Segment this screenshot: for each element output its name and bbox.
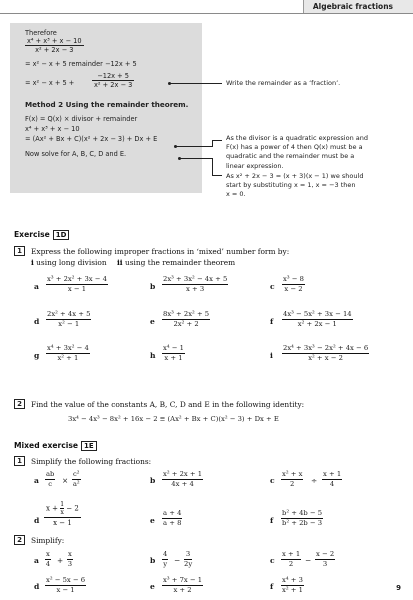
mixed-form-prefix: = x² − x + 5 + bbox=[25, 79, 75, 87]
question-1-method-i: i using long division bbox=[31, 258, 107, 267]
page-number: 9 bbox=[396, 584, 401, 592]
item-letter-g: g bbox=[34, 351, 40, 360]
mixed-q2-letter-e: e bbox=[150, 582, 155, 591]
mixed-q2-c-fraction-1: $\frac{x + 1}{2}$ bbox=[282, 550, 301, 568]
connector-line-2-tip bbox=[212, 140, 222, 141]
mixed-q2-letter-f: f bbox=[270, 582, 274, 591]
connector-line-3 bbox=[180, 158, 212, 159]
item-letter-d: d bbox=[34, 317, 40, 326]
mixed-q2-f-fraction: $\frac{\text{x⁴ + 3}}{\text{x² + 1}}$ bbox=[282, 576, 303, 594]
mixed-q1-letter-d: d bbox=[34, 516, 40, 525]
exercise-1d-heading: Exercise 1D bbox=[14, 230, 69, 240]
improper-fraction-c: $\frac{\text{x³ − 8}}{x - 2}$ bbox=[283, 275, 304, 293]
item-letter-i: i bbox=[270, 351, 273, 360]
therefore-label: Therefore bbox=[25, 29, 57, 37]
mixed-q2-a-plus: + bbox=[57, 556, 64, 565]
improper-fraction-b: $\frac{\text{2x³ + 3x² − 4x + 5}}{x + 3}$ bbox=[163, 275, 228, 293]
mixed-q2-letter-c: c bbox=[270, 556, 275, 565]
item-letter-b: b bbox=[150, 282, 156, 291]
mixed-question-2-text: Simplify: bbox=[31, 536, 65, 545]
exercise-1d-badge: 1D bbox=[53, 230, 70, 240]
note-remainder-fraction: Write the remainder as a ‘fraction’. bbox=[226, 79, 341, 87]
mixed-question-2-number: 2 bbox=[14, 535, 25, 545]
mixed-q1-e-fraction: $\frac{a + 4}{a + 8}$ bbox=[163, 509, 182, 527]
solve-instruction: Now solve for A, B, C, D and E. bbox=[25, 150, 127, 158]
connector-line-2 bbox=[176, 146, 212, 147]
question-1-method-ii: ii using the remainder theorem bbox=[117, 258, 236, 267]
connector-line-2-vertical bbox=[212, 140, 213, 147]
question-2-text: Find the value of the constants A, B, C, D and E in the following identity: bbox=[31, 400, 305, 409]
mixed-question-1-text: Simplify the following fractions: bbox=[31, 457, 152, 466]
page-header bbox=[0, 0, 413, 14]
mixed-q1-letter-c: c bbox=[270, 476, 275, 485]
worked-example-box bbox=[10, 23, 202, 193]
mixed-q2-letter-d: d bbox=[34, 582, 40, 591]
mixed-q2-a-fraction-2: $\frac{x}{3}$ bbox=[67, 550, 73, 568]
improper-fraction-d: $\frac{\text{2x² + 4x + 5}}{\text{x² − 1}}$ bbox=[47, 310, 91, 328]
connector-dot-1 bbox=[168, 82, 171, 85]
long-division-result: = x² − x + 5 remainder −12x + 5 bbox=[25, 60, 137, 68]
mixed-q2-d-fraction: $\frac{\text{x² − 5x − 6}}{x - 1}$ bbox=[46, 576, 86, 594]
mixed-q1-letter-b: b bbox=[150, 476, 156, 485]
item-letter-f: f bbox=[270, 317, 274, 326]
improper-fraction-f: $\frac{\text{4x³ − 5x² + 3x − 14}}{\text{x² + 2x − 1}}$ bbox=[283, 310, 352, 328]
chapter-title: Algebraic fractions bbox=[312, 2, 393, 11]
mixed-q1-a-fraction-1: $\frac{ab}{c}$ bbox=[46, 470, 55, 488]
mixed-exercise-1e-heading: Mixed exercise 1E bbox=[14, 441, 97, 451]
improper-fraction-e: $\frac{\text{8x³ + 2x² + 5}}{\text{2x² + 2}}$ bbox=[163, 310, 210, 328]
item-letter-e: e bbox=[150, 317, 155, 326]
mixed-q2-letter-b: b bbox=[150, 556, 156, 565]
fraction-dividend-over-divisor: x⁴ + x³ + x − 10 x² + 2x − 3 bbox=[27, 37, 82, 54]
item-letter-h: h bbox=[150, 351, 156, 360]
mixed-q1-c-divide: ÷ bbox=[311, 476, 318, 485]
item-letter-c: c bbox=[270, 282, 275, 291]
question-2-number: 2 bbox=[14, 399, 25, 409]
connector-dot-2 bbox=[174, 145, 177, 148]
mixed-q1-letter-e: e bbox=[150, 516, 155, 525]
mixed-q1-d-complex-fraction: x + $\frac{1}{x}$ − 2 x − 1 bbox=[46, 501, 79, 527]
mixed-q2-e-fraction: $\frac{\text{x³ + 7x − 1}}{x + 2}$ bbox=[163, 576, 203, 594]
improper-fraction-i: $\frac{\text{2x⁴ + 3x³ − 2x² + 4x − 6}}{\text{x² + x − 2}}$ bbox=[283, 344, 369, 362]
mixed-q2-c-fraction-2: $\frac{x - 2}{3}$ bbox=[316, 550, 335, 568]
mixed-q1-b-fraction: $\frac{\text{x² + 2x + 1}}{4x + 4}$ bbox=[163, 470, 203, 488]
mixed-q2-a-fraction-1: $\frac{x}{4}$ bbox=[45, 550, 51, 568]
question-1-text: Express the following improper fractions in ‘mixed’ number form by: bbox=[31, 247, 290, 256]
connector-line-3-vertical bbox=[212, 158, 213, 175]
mixed-q2-b-minus: − bbox=[174, 556, 181, 565]
connector-dot-3 bbox=[178, 157, 181, 160]
question-1-number: 1 bbox=[14, 246, 25, 256]
note-divisor-quadratic: As the divisor is a quadratic expression and F(x) has a power of 4 then Q(x) must be a quadratic and the remainder must be a linear expression. bbox=[226, 134, 368, 170]
header-rule bbox=[0, 13, 413, 14]
connector-line-1 bbox=[170, 83, 222, 84]
connector-line-3-tip bbox=[212, 175, 222, 176]
improper-fraction-a: $\frac{\text{x³ + 2x² + 3x − 4}}{x - 1}$ bbox=[47, 275, 107, 293]
note-substitution: As x² + 2x − 3 = (x + 3)(x − 1) we should start by substituting x = 1, x = −3 then x = 0. bbox=[226, 172, 364, 199]
question-2-identity: 3x⁴ − 4x³ − 8x² + 16x − 2 ≡ (Ax² + Bx + C)(x² − 3) + Dx + E bbox=[68, 415, 279, 423]
improper-fraction-g: $\frac{\text{x⁴ + 3x² − 4}}{\text{x² + 1}}$ bbox=[47, 344, 89, 362]
mixed-q1-letter-f: f bbox=[270, 516, 274, 525]
improper-fraction-h: $\frac{\text{x⁴ − 1}}{x + 1}$ bbox=[163, 344, 184, 362]
item-letter-a: a bbox=[34, 282, 39, 291]
mixed-question-1-number: 1 bbox=[14, 456, 25, 466]
remainder-theorem-statement: F(x) = Q(x) × divisor + remainder bbox=[25, 115, 138, 123]
mixed-q2-b-fraction-1: $\frac{4}{y}$ bbox=[163, 550, 168, 568]
mixed-q1-f-fraction: $\frac{\text{b² + 4b − 5}}{\text{b² + 2b − 3}}$ bbox=[282, 509, 323, 527]
mixed-q1-a-fraction-2: $\frac{\text{c²}}{\text{a²}}$ bbox=[72, 470, 80, 488]
mixed-q2-c-minus: − bbox=[305, 556, 312, 565]
mixed-q2-b-fraction-2: $\frac{3}{2y}$ bbox=[184, 550, 193, 568]
mixed-q1-letter-a: a bbox=[34, 476, 39, 485]
mixed-exercise-1e-badge: 1E bbox=[81, 441, 97, 451]
remainder-fraction: −12x + 5 x² + 2x − 3 bbox=[94, 72, 133, 89]
polynomial-expression: x⁴ + x³ + x − 10 bbox=[25, 125, 80, 133]
method-2-heading: Method 2 Using the remainder theorem. bbox=[25, 100, 189, 109]
mixed-q1-c-fraction-1: $\frac{\text{x² + x}}{2}$ bbox=[282, 470, 303, 488]
identity-expansion: = (Ax² + Bx + C)(x² + 2x − 3) + Dx + E bbox=[25, 135, 158, 143]
mixed-q2-letter-a: a bbox=[34, 556, 39, 565]
mixed-q1-c-fraction-2: $\frac{x + 1}{4}$ bbox=[323, 470, 342, 488]
mixed-q1-a-times: × bbox=[62, 476, 69, 485]
